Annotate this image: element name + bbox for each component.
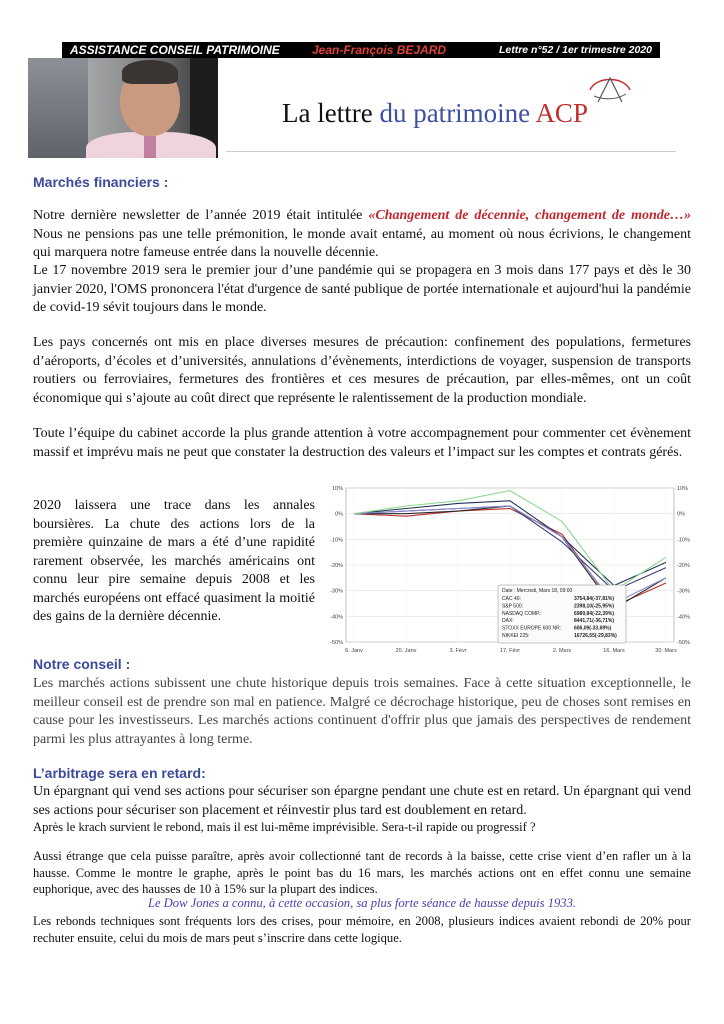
- paragraph-conseil: Les marchés actions subissent une chute historique depuis trois semaines. Face à cette situation exceptionnelle, le meilleur conseil est de prendre son mal en patience. Malgré ce décrochage historique, peu de choses sont remises en cause pour les investisseurs. Les marchés actions continuent d'offrir plus que jamais des perspectives de rendement parmi les plus attrayantes à long terme.: [33, 676, 691, 747]
- y-tick-label-right: 0%: [677, 511, 685, 518]
- tooltip-label: S&P 500:: [502, 603, 524, 610]
- paragraph-arbitrage-1: Un épargnant qui vend ses actions pour sécuriser son épargne pendant une chute est en retard. Un épargnant qui vend ses actions pour sécuriser son placement et réinvestir plus tard est doublement en retard.: [33, 784, 691, 818]
- y-tick-label-right: -10%: [677, 537, 690, 544]
- x-tick-label: 16. Mars: [603, 648, 625, 654]
- y-tick-label-left: -40%: [330, 614, 343, 621]
- y-tick-label-left: 0%: [335, 511, 343, 518]
- tooltip-value: 6989,84(-22,39%): [574, 610, 615, 617]
- section-title-marches: Marchés financiers :: [33, 174, 169, 190]
- y-tick-label-left: -10%: [330, 537, 343, 544]
- x-tick-label: 17. Févr: [499, 648, 521, 654]
- x-tick-label: 3. Févr: [449, 648, 467, 654]
- paragraph-2020: 2020 laissera une trace dans les annales boursières. La chute des actions lors de la première quinzaine de mars a été d’une rapidité rarement observée, les marchés américains ont connu leur pire semaine depuis 2008 et les marchés européens ont effacé quasiment la moitié des gains de la dernière décennie.: [33, 498, 315, 624]
- paragraph-arbitrage-4: Les rebonds techniques sont fréquents lors des crises, pour mémoire, en 2008, plusieurs indices avaient rebondi de 20% pour rechuter ensuite, celui du mois de mars peut s’inscrire dans cette logique.: [33, 914, 691, 945]
- tooltip-value: 3754,84(-37,81%): [574, 596, 615, 602]
- y-tick-label-left: -30%: [330, 588, 343, 595]
- tooltip-value: 8441,71(-36,71%): [574, 618, 615, 625]
- page-title: La lettre du patrimoine ACP: [282, 98, 588, 128]
- y-tick-label-right: -20%: [677, 563, 690, 569]
- tooltip-value: 16726,55(-29,83%): [574, 633, 617, 639]
- tooltip-value: 2398,10(-25,95%): [574, 603, 615, 610]
- title-divider: [226, 151, 676, 152]
- y-tick-label-left: -50%: [330, 640, 343, 646]
- tooltip-value: 606,09(-33,69%): [574, 625, 612, 632]
- org-name: ASSISTANCE CONSEIL PATRIMOINE: [70, 43, 280, 57]
- section-title-conseil: Notre conseil :: [33, 656, 131, 672]
- tooltip-label: CAC 40:: [502, 596, 521, 602]
- paragraph-arbitrage-2: Après le krach survient le rebond, mais il est lui-même imprévisible. Sera-t-il rapide ou progressif ?: [33, 820, 536, 834]
- issue-label: Lettre n°52 / 1er trimestre 2020: [498, 44, 652, 56]
- x-tick-label: 30. Mars: [655, 648, 677, 654]
- paragraph-arbitrage-3: Aussi étrange que cela puisse paraître, après avoir collectionné tant de records à la baisse, cette crise vient d’en rafler un à la hausse. Comme le montre le graphe, après le point bas du 16 mars, les marchés actions ont en effet connu une semaine euphorique, avec des hausses de 10 à 15% sur la plupart des indices.: [33, 849, 691, 896]
- x-tick-label: 2. Mars: [552, 648, 572, 654]
- y-tick-label-right: -50%: [677, 640, 690, 646]
- market-indices-chart: [322, 476, 696, 658]
- y-tick-label-left: 10%: [331, 486, 343, 492]
- tooltip-date: Date : Mercredi, Mars 18, 09:00: [502, 588, 573, 594]
- advisor-photo: [28, 58, 218, 158]
- x-tick-label: 6. Janv: [345, 648, 363, 654]
- paragraph-pandemic: Le 17 novembre 2019 sera le premier jour d’une pandémie qui se propagera en 3 mois dans 177 pays et dès le 30 janvier 2020, l'OMS prononcera l'état d'urgence de santé publique de portée internationale et aujourd'hui la pandémie de covid-19 sévit toujours dans le monde.: [33, 263, 691, 315]
- dow-jones-quote: Le Dow Jones a connu, à cette occasion, sa plus forte séance de hausse depuis 1933.: [147, 896, 577, 910]
- y-tick-label-right: 10%: [677, 486, 689, 492]
- paragraph-measures: Les pays concernés ont mis en place diverses mesures de précaution: confinement des populations, fermetures d’aéroports, d’écoles et d’universités, annulations d’évènements, interdictions de voyager, suspension de transports routiers ou ferroviaires, fermetures des frontières et ces mesures de précaution, par elles-mêmes, ont un coût économique qui s’ajoute au coût direct que représente le ralentissement de la production mondiale.: [33, 335, 691, 406]
- tooltip-label: DAX:: [502, 618, 514, 625]
- newsletter-quote: «Changement de décennie, changement de monde…»: [368, 208, 691, 223]
- paragraph-team: Toute l’équipe du cabinet accorde la plus grande attention à votre accompagnement pour commenter cet évènement massif et imprévu mais ne peut que constater la destruction des valeurs et l’impact sur les comptes et contrats gérés.: [33, 426, 691, 460]
- tooltip-label: STOXX EUROPE 600 NR:: [502, 625, 562, 632]
- tooltip-label: NIKKEI 225:: [502, 633, 530, 639]
- y-tick-label-right: -30%: [677, 588, 690, 595]
- paragraph-newsletter: Notre dernière newsletter de l’année 2019 était intitulée «Changement de décennie, changement de monde…» Nous ne pensions pas une telle prémonition, le monde avait entamé, au moment où nous écrivions, le changement qui marquera notre fameuse entrée dans la nouvelle décennie.: [33, 208, 691, 260]
- advisor-name: Jean-François BEJARD: [312, 43, 447, 57]
- section-title-arbitrage: L’arbitrage sera en retard:: [33, 765, 206, 781]
- acp-logo-icon: [586, 70, 634, 110]
- tooltip-label: NASDAQ COMP.:: [502, 610, 542, 617]
- y-tick-label-left: -20%: [330, 563, 343, 569]
- header-bar: [62, 42, 660, 58]
- x-tick-label: 20. Janv: [395, 648, 417, 654]
- y-tick-label-right: -40%: [677, 614, 690, 621]
